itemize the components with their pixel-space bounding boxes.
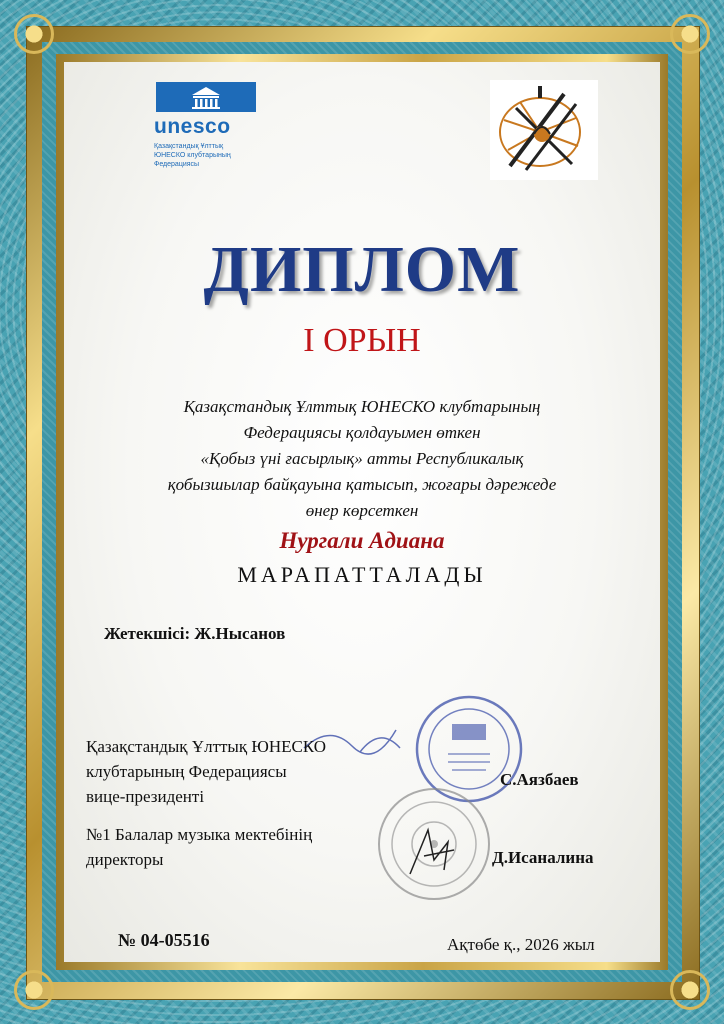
diploma-title: ДИПЛОМ xyxy=(203,233,521,306)
corner-ornament-icon xyxy=(670,14,710,54)
awardee-name: Нургали Адиана xyxy=(279,528,445,553)
signatory-position xyxy=(86,822,312,872)
signatory-position-line: Қазақстандық Ұлттық ЮНЕСКО xyxy=(86,737,327,756)
signatory-position-line: вице-президенті xyxy=(86,787,205,806)
description-line: «Қобыз үні ғасырлық» атты Республикалық xyxy=(200,449,524,468)
corner-ornament-icon xyxy=(670,970,710,1010)
signatory-position-line: №1 Балалар музыка мектебінің xyxy=(86,825,313,844)
kobyz-club-logo xyxy=(490,80,598,180)
signatory-name: С.Аязбаев xyxy=(500,770,579,789)
signatory-position-line: клубтарының Федерациясы xyxy=(86,762,287,781)
signatory-position-line: директоры xyxy=(86,850,164,869)
signature-icon xyxy=(404,820,464,880)
description-line: қобызшылар байқауына қатысып, жоғары дәрежеде xyxy=(167,475,557,494)
signatory-position xyxy=(86,734,326,809)
place-heading: І ОРЫН xyxy=(303,322,421,359)
unesco-subtitle-line: Федерациясы xyxy=(154,161,200,168)
unesco-subtitle-line: ЮНЕСКО клубтарының xyxy=(154,152,231,159)
city-year: Ақтөбе қ., 2026 жыл xyxy=(447,935,595,954)
unesco-subtitle-line: Қазақстандық Ұлттық xyxy=(154,143,224,150)
unesco-wordmark: unesco xyxy=(154,115,231,138)
unesco-subtitle xyxy=(154,142,264,169)
corner-ornament-icon xyxy=(14,14,54,54)
diploma-number: № 04-05516 xyxy=(118,930,210,950)
unesco-logo xyxy=(148,82,268,174)
description-line: Қазақстандық Ұлттық ЮНЕСКО клубтарының xyxy=(183,397,541,416)
description-line: өнер көрсеткен xyxy=(305,501,419,520)
awarded-caption: МАРАПАТТАЛАДЫ xyxy=(237,562,487,587)
diploma-description xyxy=(120,394,604,524)
supervisor-label: Жетекшісі: Ж.Нысанов xyxy=(104,624,286,643)
unesco-temple-icon xyxy=(156,82,256,112)
corner-ornament-icon xyxy=(14,970,54,1010)
signatory-name: Д.Исаналина xyxy=(492,848,594,867)
description-line: Федерациясы қолдауымен өткен xyxy=(243,423,481,442)
